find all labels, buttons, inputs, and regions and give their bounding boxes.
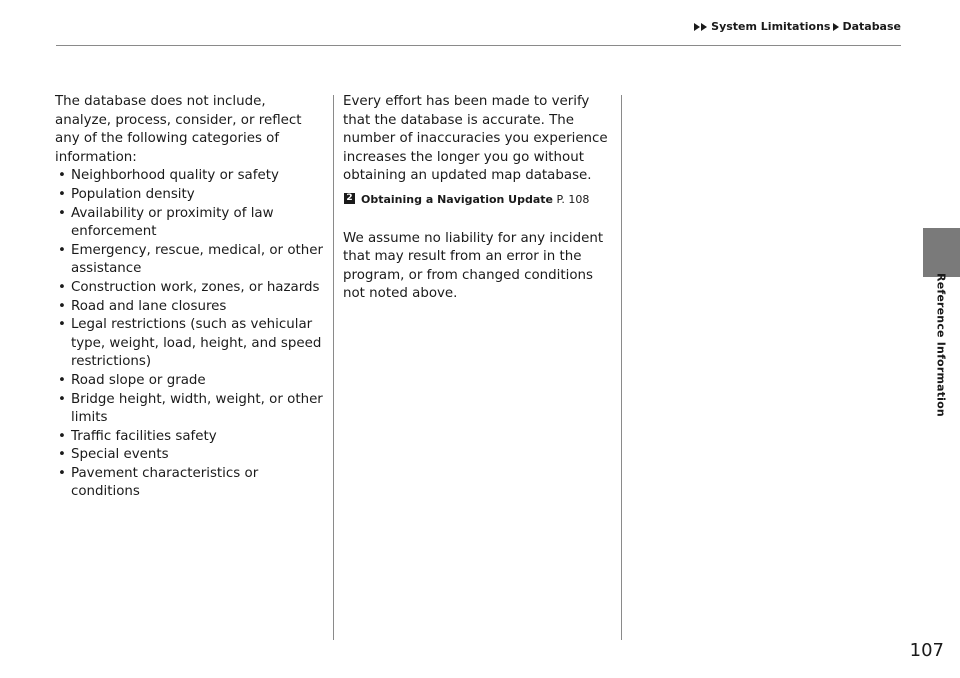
list-item: • Neighborhood quality or safety — [55, 167, 325, 186]
list-item: • Population density — [55, 186, 325, 205]
breadcrumb-arrow-icon — [694, 23, 700, 31]
list-item: • Legal restrictions (such as vehicular type, weight, load, height, and speed restrictions) — [55, 316, 325, 372]
section-tab-label: Reference Information — [934, 273, 948, 417]
cross-reference-page: P. 108 — [556, 192, 590, 206]
cross-reference-icon: 2 — [344, 193, 355, 204]
breadcrumb-page: Database — [842, 20, 901, 33]
list-item: • Road slope or grade — [55, 372, 325, 391]
liability-paragraph: We assume no liability for any incident that may result from an error in the program, or from changed conditions not noted above. — [343, 230, 604, 302]
breadcrumb-arrow-icon — [833, 23, 839, 31]
list-item: • Pavement characteristics or conditions — [55, 465, 325, 502]
breadcrumb-section[interactable]: System Limitations — [711, 20, 831, 33]
list-item: • Bridge height, width, weight, or other limits — [55, 391, 325, 428]
list-item: • Road and lane closures — [55, 298, 325, 317]
intro-paragraph: The database does not include, analyze, process, consider, or reflect any of the following categories of information: — [55, 94, 302, 165]
list-item: • Special events — [55, 446, 325, 465]
left-column — [55, 93, 325, 502]
list-item: • Construction work, zones, or hazards — [55, 279, 325, 298]
column-divider — [621, 95, 622, 640]
page-number: 107 — [909, 640, 944, 661]
cross-reference-link[interactable] — [346, 191, 615, 210]
column-divider — [333, 95, 334, 640]
breadcrumb-arrow-icon — [701, 23, 707, 31]
list-item: • Availability or proximity of law enforcement — [55, 205, 325, 242]
accuracy-paragraph: Every effort has been made to verify that the database is accurate. The number of inaccuracies you experience increases the longer you go without obtaining an updated map database. — [343, 94, 608, 184]
cross-reference-title: Obtaining a Navigation Update — [361, 192, 554, 206]
header-rule — [56, 45, 901, 46]
limitations-list — [55, 167, 325, 502]
section-tab[interactable] — [923, 228, 960, 277]
list-item: • Emergency, rescue, medical, or other assistance — [55, 242, 325, 279]
breadcrumb — [694, 20, 901, 33]
right-column — [343, 93, 615, 304]
list-item: • Traffic facilities safety — [55, 428, 325, 447]
